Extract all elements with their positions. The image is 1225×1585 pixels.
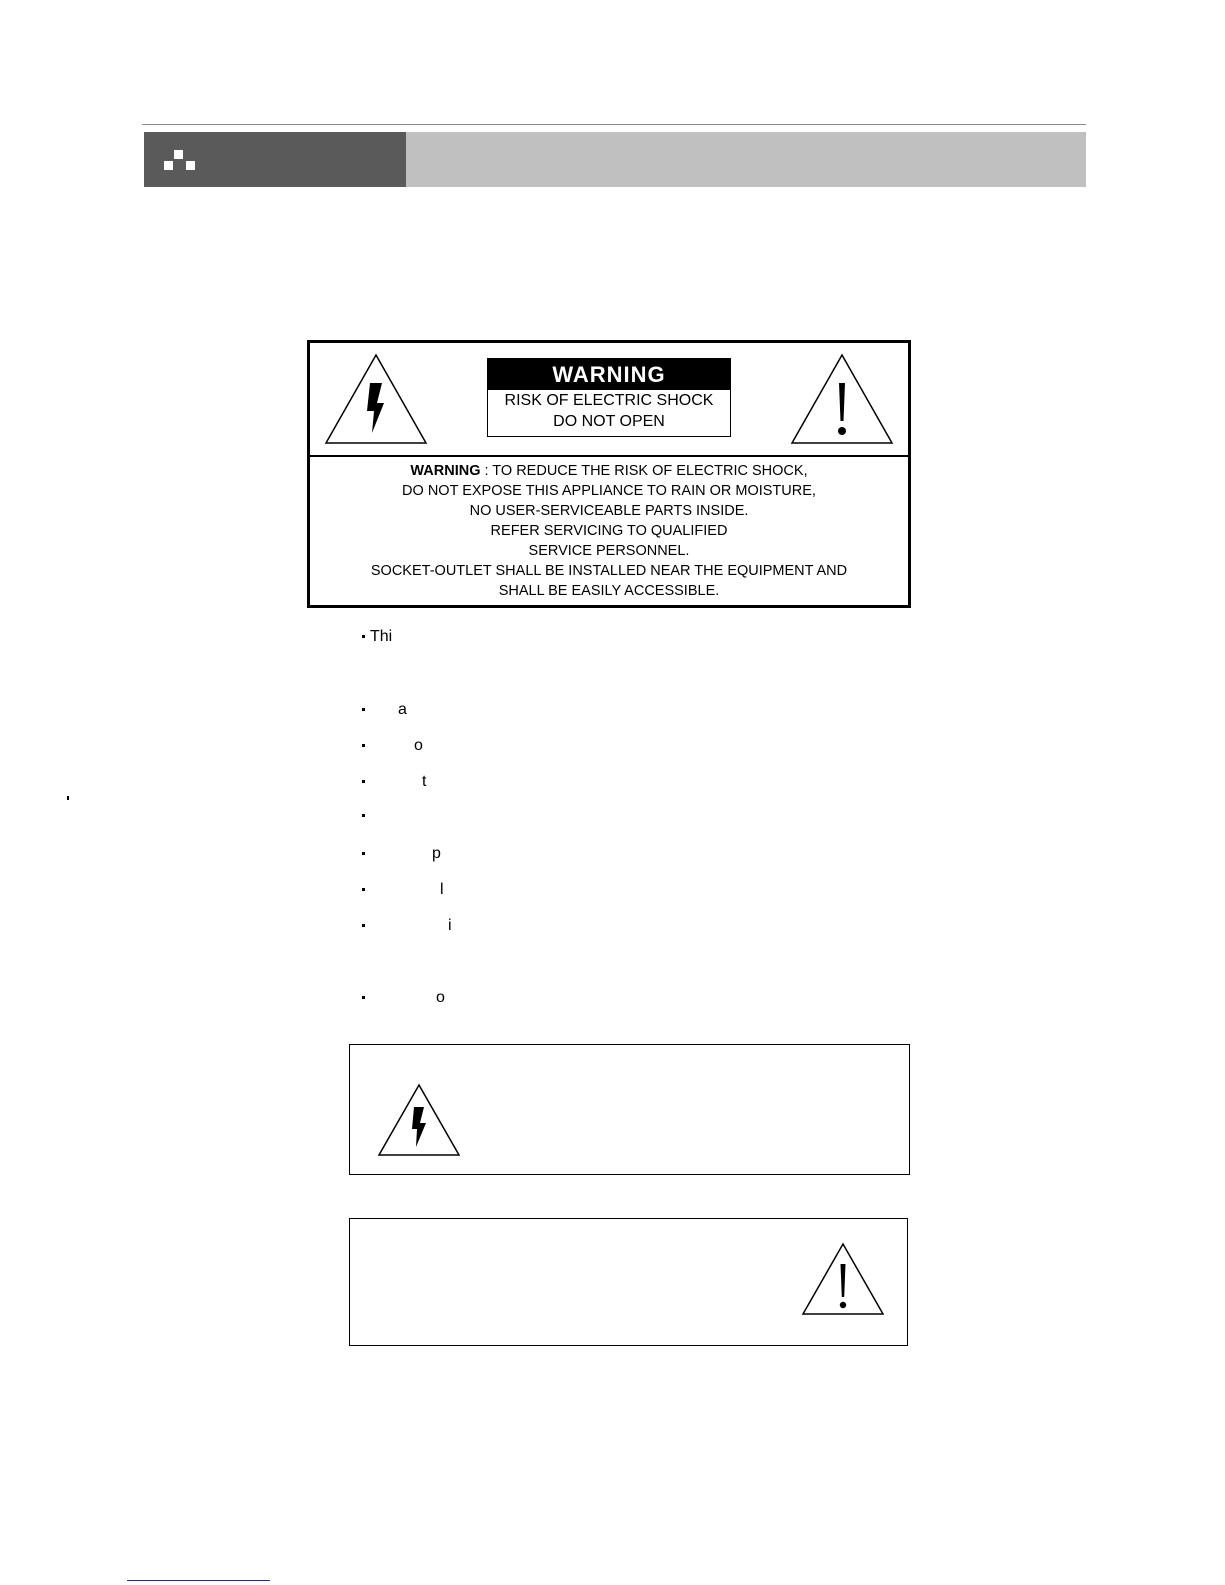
bullet-item: l xyxy=(362,880,444,900)
label-line-1: WARNING : TO REDUCE THE RISK OF ELECTRIC SHOCK, xyxy=(410,463,808,479)
bullet-item: p xyxy=(362,844,441,864)
label-line-6: SOCKET-OUTLET SHALL BE INSTALLED NEAR THE EQUIPMENT AND xyxy=(370,563,848,579)
label-title-box xyxy=(487,358,731,437)
exclamation-warning-icon xyxy=(790,353,894,445)
margin-mark xyxy=(67,796,69,800)
section-header-bar xyxy=(406,132,1086,187)
label-line-4: REFER SERVICING TO QUALIFIED xyxy=(490,523,728,539)
label-line-3: NO USER-SERVICEABLE PARTS INSIDE. xyxy=(469,503,749,519)
bullet-item: o xyxy=(362,736,423,756)
exclamation-warning-icon xyxy=(801,1242,885,1316)
label-subtitle-2: DO NOT OPEN xyxy=(553,413,665,430)
label-title: WARNING xyxy=(488,359,730,390)
label-divider xyxy=(310,455,908,457)
label-line-5: SERVICE PERSONNEL. xyxy=(528,543,690,559)
bullet-item: a xyxy=(362,700,407,720)
label-line-2: DO NOT EXPOSE THIS APPLIANCE TO RAIN OR MOISTURE, xyxy=(402,483,816,499)
top-rule xyxy=(142,124,1086,125)
label-warning-text xyxy=(310,461,908,601)
shock-symbol-box xyxy=(349,1044,910,1175)
attention-symbol-box xyxy=(349,1218,908,1346)
bullet-item: Thi xyxy=(362,627,392,647)
label-line-7: SHALL BE EASILY ACCESSIBLE. xyxy=(498,583,720,599)
section-header-tab xyxy=(144,132,406,187)
bullet-item: i xyxy=(362,916,452,936)
bullet-item: t xyxy=(362,772,426,792)
footer-link-underline[interactable] xyxy=(127,1580,270,1581)
lightning-warning-icon xyxy=(377,1083,461,1157)
bullet-item: o xyxy=(362,988,445,1008)
warning-label xyxy=(307,340,911,608)
lightning-warning-icon xyxy=(324,353,428,445)
label-subtitle-1: RISK OF ELECTRIC SHOCK xyxy=(504,392,714,409)
bullet-item xyxy=(362,806,370,826)
label-lead-word: WARNING xyxy=(410,463,481,479)
